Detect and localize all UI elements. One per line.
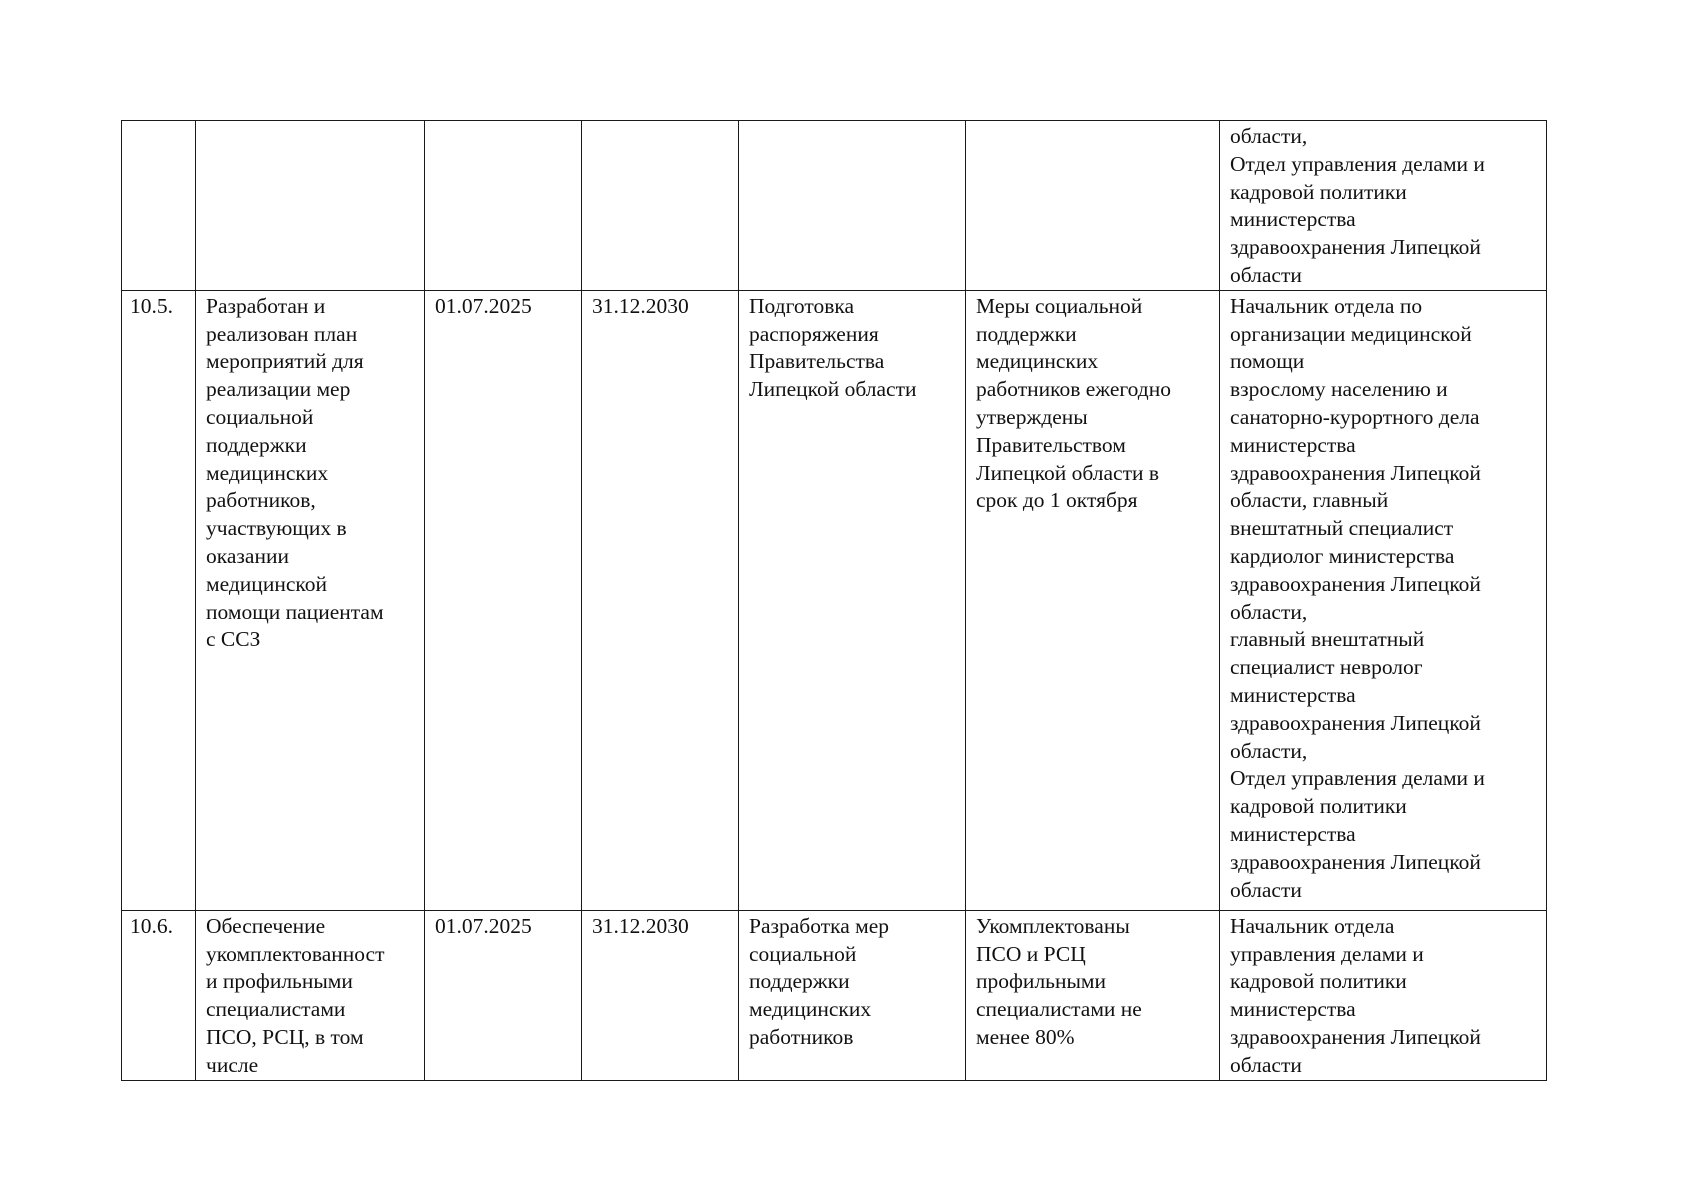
event-name-cell <box>196 121 425 291</box>
end-date-cell: 31.12.2030 <box>582 290 739 910</box>
start-date-cell <box>425 121 582 291</box>
action-plan-table <box>121 120 1547 1081</box>
start-date-cell: 01.07.2025 <box>425 910 582 1080</box>
responsible-cell: Начальник отдела управления делами и кадровой политики министерства здравоохранения Липецкой области <box>1220 910 1547 1080</box>
end-date-cell: 31.12.2030 <box>582 910 739 1080</box>
table-row <box>122 121 1547 291</box>
event-name-cell: Разработан и реализован план мероприятий для реализации мер социальной поддержки медицинских работников, участвующих в оказании медицинской помощи пациентам с ССЗ <box>196 290 425 910</box>
table-row <box>122 290 1547 910</box>
start-date-cell: 01.07.2025 <box>425 290 582 910</box>
result-cell <box>966 121 1220 291</box>
result-cell: Укомплектованы ПСО и РСЦ профильными специалистами не менее 80% <box>966 910 1220 1080</box>
result-cell: Меры социальной поддержки медицинских работников ежегодно утверждены Правительством Липецкой области в срок до 1 октября <box>966 290 1220 910</box>
row-number-cell: 10.5. <box>122 290 196 910</box>
responsible-cell: Начальник отдела по организации медицинской помощи взрослому населению и санаторно-курортного дела министерства здравоохранения Липецкой области, главный внештатный специалист кардиолог министерства здравоохранения Липецкой области, главный внештатный специалист невролог министерства здравоохранения Липецкой области, Отдел управления делами и кадровой политики министерства здравоохранения Липецкой области <box>1220 290 1547 910</box>
end-date-cell <box>582 121 739 291</box>
row-number-cell: 10.6. <box>122 910 196 1080</box>
responsible-cell: области, Отдел управления делами и кадровой политики министерства здравоохранения Липецкой области <box>1220 121 1547 291</box>
activity-cell <box>739 121 966 291</box>
event-name-cell: Обеспечение укомплектованност и профильными специалистами ПСО, РСЦ, в том числе <box>196 910 425 1080</box>
table-row <box>122 910 1547 1080</box>
activity-cell: Подготовка распоряжения Правительства Липецкой области <box>739 290 966 910</box>
row-number-cell <box>122 121 196 291</box>
activity-cell: Разработка мер социальной поддержки медицинских работников <box>739 910 966 1080</box>
